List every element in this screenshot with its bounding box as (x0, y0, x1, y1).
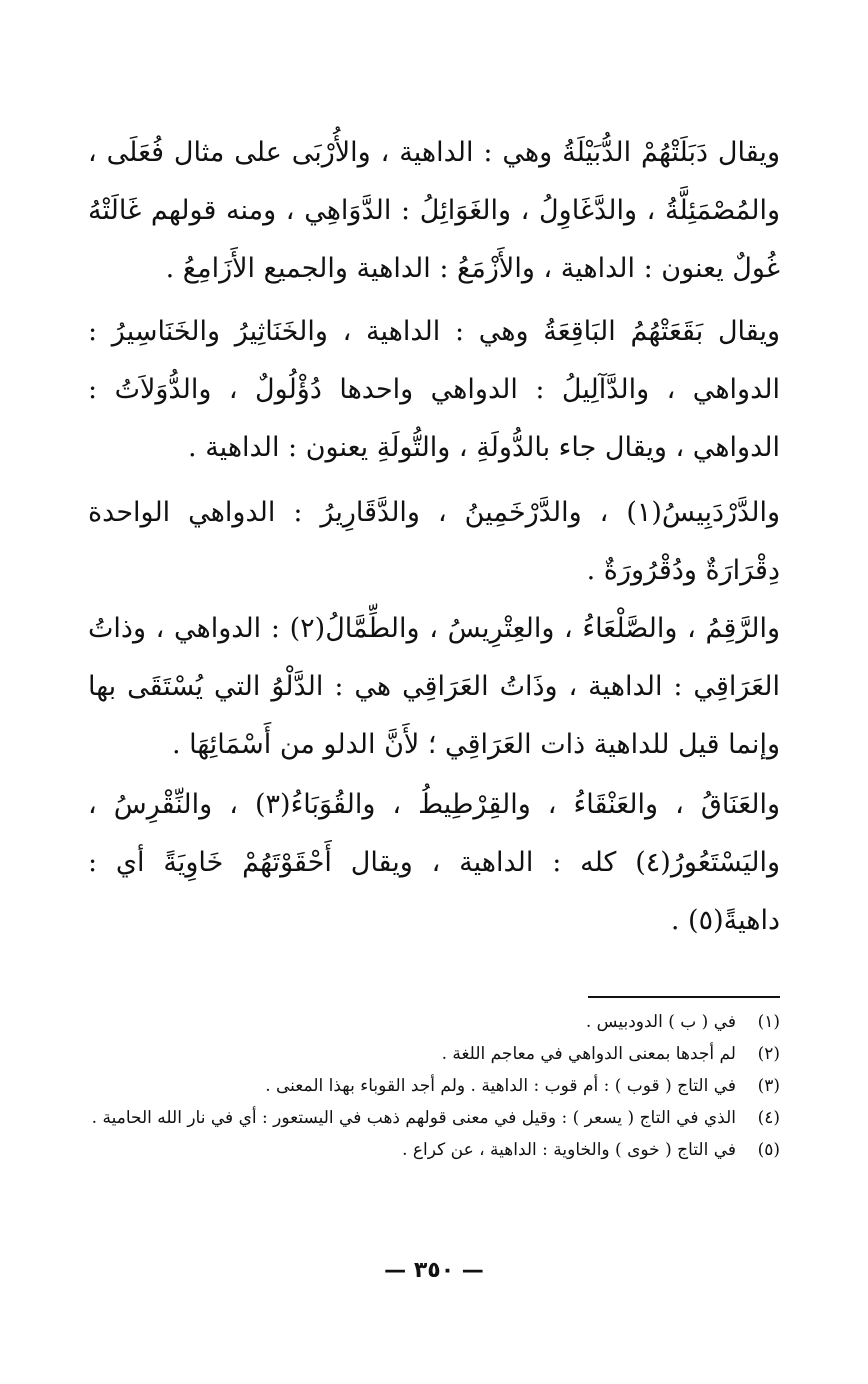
footnotes-list (80, 1006, 780, 1166)
footnote-item (80, 1070, 780, 1102)
paragraph-2: ويقال بَقَعَتْهُمُ البَاقِعَةُ وهي : الداهية ، والخَنَاثِيرُ والخَنَاسِيرُ : الدواهي ، والدَّآلِيلُ : الدواهي واحدها دُؤْلُولٌ ، والدُّوَلاَتُ : الدواهي ، ويقال جاء بالدُّولَةِ ، والتُّولَةِ يعنون : الداهية . (88, 316, 780, 463)
footnote-text: الذي في التاج ( يسعر ) : وقيل في معنى قولهم ذهب في اليستعور : أي في نار الله الحامية . (91, 1108, 736, 1128)
footnote-number: (٥) (757, 1140, 780, 1160)
footnote-number: (٣) (757, 1076, 780, 1096)
footnote-item (80, 1038, 780, 1070)
footnote-text: في التاج ( قوب ) : أم قوب : الداهية . ولم أجد القوباء بهذا المعنى . (265, 1076, 736, 1096)
footnote-text: لم أجدها بمعنى الدواهي في معاجم اللغة . (441, 1044, 736, 1064)
footnote-item (80, 1006, 780, 1038)
footnote-number: (١) (757, 1012, 780, 1032)
page-number: — ٣٥٠ — (384, 1258, 484, 1283)
footnote-separator (588, 996, 780, 998)
footnote-number: (٤) (757, 1108, 780, 1128)
footnote-item (80, 1102, 780, 1134)
paragraph-3: والدَّرْدَبِيسُ(١) ، والدَّرْخَمِينُ ، والدَّقَارِيرُ : الدواهي الواحدة دِقْرَارَةٌ ودُقْرُورَةٌ . (88, 497, 780, 586)
footnote-text: في ( ب ) الدودبيس . (585, 1012, 736, 1032)
paragraph-1: ويقال دَبَلَتْهُمْ الدُّبَيْلَةُ وهي : الداهية ، والأُرْبَى على مثال فُعَلَى ، والمُصْمَئِلَّةُ ، والدَّغَاوِلُ ، والغَوَائِلُ : الدَّوَاهِي ، ومنه قولهم غَالَتْهُ غُولٌ يعنون : الداهية ، والأَزْمَعُ : الداهية والجميع الأَزَامِعُ . (88, 137, 780, 284)
paragraph-5: والعَنَاقُ ، والعَنْقَاءُ ، والقِرْطِيطُ ، والقُوَبَاءُ(٣) ، والنِّقْرِسُ ، واليَسْتَعُورُ(٤) كله : الداهية ، ويقال أَحْقَوْتَهُمْ خَاوِيَةً أي : داهيةً(٥) . (88, 789, 780, 936)
footnote-number: (٢) (757, 1044, 780, 1064)
footnote-text: في التاج ( خوى ) والخاوية : الداهية ، عن كراع . (402, 1140, 736, 1160)
footnote-item (80, 1134, 780, 1166)
paragraph-4: والرَّقِمُ ، والصَّلْعَاءُ ، والعِتْرِيسُ ، والطِّمَّالُ(٢) : الدواهي ، وذاتُ العَرَاقِي : الداهية ، وذَاتُ العَرَاقِي هي : الدَّلْوُ التي يُسْتَقَى بها وإنما قيل للداهية ذات العَرَاقِي ؛ لأَنَّ الدلو من أَسْمَائِهَا . (88, 613, 781, 760)
